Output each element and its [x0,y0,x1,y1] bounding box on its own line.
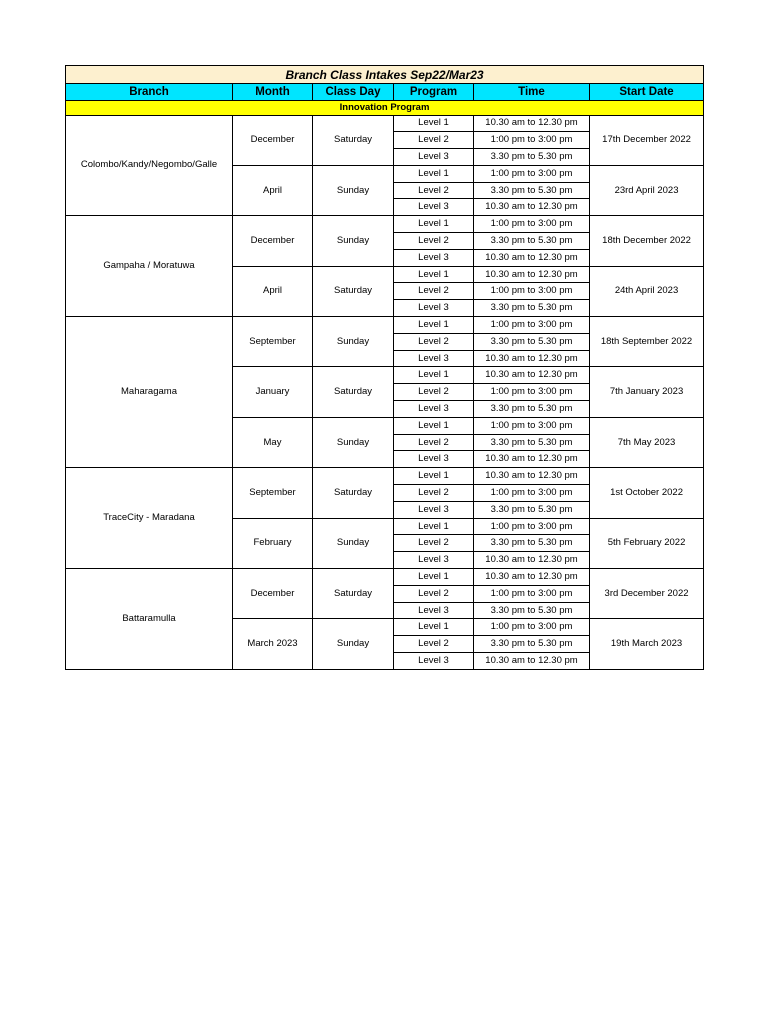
class-time: 1:00 pm to 3:00 pm [474,585,590,602]
program-level: Level 3 [394,300,474,317]
program-level: Level 3 [394,149,474,166]
program-level: Level 2 [394,283,474,300]
program-level: Level 3 [394,552,474,569]
intake-month: May [233,417,313,467]
intake-class-day: Sunday [313,619,394,669]
program-level: Level 2 [394,585,474,602]
program-level: Level 3 [394,653,474,670]
program-name: Innovation Program [66,100,704,115]
branch-name: TraceCity - Maradana [66,468,233,569]
class-time: 1:00 pm to 3:00 pm [474,619,590,636]
program-level: Level 1 [394,417,474,434]
intake-start-date: 18th September 2022 [590,317,704,367]
table-row [66,216,704,233]
program-level: Level 3 [394,602,474,619]
program-level: Level 2 [394,434,474,451]
branch-name: Gampaha / Moratuwa [66,216,233,317]
intake-month: September [233,317,313,367]
intake-class-day: Sunday [313,216,394,266]
table-row [66,317,704,334]
class-time: 3.30 pm to 5.30 pm [474,300,590,317]
branch-name: Battaramulla [66,569,233,670]
class-time: 1:00 pm to 3:00 pm [474,216,590,233]
header-program: Program [394,84,474,101]
header-month: Month [233,84,313,101]
intake-start-date: 3rd December 2022 [590,569,704,619]
program-level: Level 2 [394,132,474,149]
intake-class-day: Saturday [313,115,394,165]
class-time: 1:00 pm to 3:00 pm [474,283,590,300]
intake-start-date: 18th December 2022 [590,216,704,266]
intake-month: April [233,266,313,316]
program-row [66,100,704,115]
program-level: Level 1 [394,165,474,182]
intake-month: December [233,569,313,619]
intake-start-date: 1st October 2022 [590,468,704,518]
program-level: Level 2 [394,182,474,199]
program-level: Level 2 [394,233,474,250]
program-level: Level 3 [394,451,474,468]
intake-month: December [233,216,313,266]
class-time: 3.30 pm to 5.30 pm [474,149,590,166]
header-start-date: Start Date [590,84,704,101]
intake-start-date: 23rd April 2023 [590,165,704,215]
intake-month: April [233,165,313,215]
program-level: Level 3 [394,249,474,266]
class-time: 3.30 pm to 5.30 pm [474,182,590,199]
program-level: Level 1 [394,518,474,535]
intake-class-day: Saturday [313,468,394,518]
class-time: 3.30 pm to 5.30 pm [474,401,590,418]
program-level: Level 3 [394,199,474,216]
class-time: 3.30 pm to 5.30 pm [474,434,590,451]
intake-class-day: Sunday [313,417,394,467]
class-time: 3.30 pm to 5.30 pm [474,602,590,619]
class-time: 10.30 am to 12.30 pm [474,569,590,586]
class-time: 10.30 am to 12.30 pm [474,468,590,485]
program-level: Level 2 [394,384,474,401]
class-time: 10.30 am to 12.30 pm [474,451,590,468]
title-row [66,66,704,84]
class-time: 1:00 pm to 3:00 pm [474,417,590,434]
class-time: 1:00 pm to 3:00 pm [474,317,590,334]
intake-class-day: Sunday [313,317,394,367]
class-time: 3.30 pm to 5.30 pm [474,636,590,653]
class-time: 1:00 pm to 3:00 pm [474,132,590,149]
program-level: Level 1 [394,216,474,233]
header-class-day: Class Day [313,84,394,101]
class-time: 10.30 am to 12.30 pm [474,115,590,132]
class-time: 10.30 am to 12.30 pm [474,367,590,384]
program-level: Level 3 [394,350,474,367]
table-row [66,115,704,132]
branch-name: Maharagama [66,317,233,468]
branch-name: Colombo/Kandy/Negombo/Galle [66,115,233,216]
intake-start-date: 7th January 2023 [590,367,704,417]
intake-start-date: 7th May 2023 [590,417,704,467]
program-level: Level 3 [394,401,474,418]
intake-month: September [233,468,313,518]
intake-start-date: 5th February 2022 [590,518,704,568]
header-time: Time [474,84,590,101]
program-level: Level 2 [394,485,474,502]
class-time: 10.30 am to 12.30 pm [474,653,590,670]
header-branch: Branch [66,84,233,101]
program-level: Level 2 [394,333,474,350]
program-level: Level 1 [394,317,474,334]
program-level: Level 1 [394,468,474,485]
class-time: 1:00 pm to 3:00 pm [474,518,590,535]
class-time: 3.30 pm to 5.30 pm [474,333,590,350]
intake-class-day: Saturday [313,569,394,619]
program-level: Level 1 [394,569,474,586]
intake-class-day: Sunday [313,518,394,568]
intake-month: March 2023 [233,619,313,669]
program-level: Level 1 [394,367,474,384]
class-time: 3.30 pm to 5.30 pm [474,233,590,250]
program-level: Level 1 [394,115,474,132]
intake-month: December [233,115,313,165]
class-time: 10.30 am to 12.30 pm [474,249,590,266]
header-row [66,84,704,101]
program-level: Level 1 [394,266,474,283]
intake-schedule-table [65,65,704,670]
class-time: 10.30 am to 12.30 pm [474,552,590,569]
class-time: 1:00 pm to 3:00 pm [474,485,590,502]
intake-start-date: 17th December 2022 [590,115,704,165]
intake-month: February [233,518,313,568]
table-row [66,569,704,586]
intake-class-day: Saturday [313,266,394,316]
program-level: Level 3 [394,501,474,518]
table-row [66,468,704,485]
intake-class-day: Sunday [313,165,394,215]
intake-class-day: Saturday [313,367,394,417]
class-time: 10.30 am to 12.30 pm [474,266,590,283]
class-time: 10.30 am to 12.30 pm [474,350,590,367]
class-time: 3.30 pm to 5.30 pm [474,535,590,552]
schedule-title: Branch Class Intakes Sep22/Mar23 [66,66,704,84]
class-time: 1:00 pm to 3:00 pm [474,165,590,182]
class-time: 3.30 pm to 5.30 pm [474,501,590,518]
intake-month: January [233,367,313,417]
class-time: 1:00 pm to 3:00 pm [474,384,590,401]
class-time: 10.30 am to 12.30 pm [474,199,590,216]
schedule-body [66,115,704,669]
program-level: Level 2 [394,636,474,653]
intake-start-date: 24th April 2023 [590,266,704,316]
program-level: Level 2 [394,535,474,552]
program-level: Level 1 [394,619,474,636]
intake-start-date: 19th March 2023 [590,619,704,669]
